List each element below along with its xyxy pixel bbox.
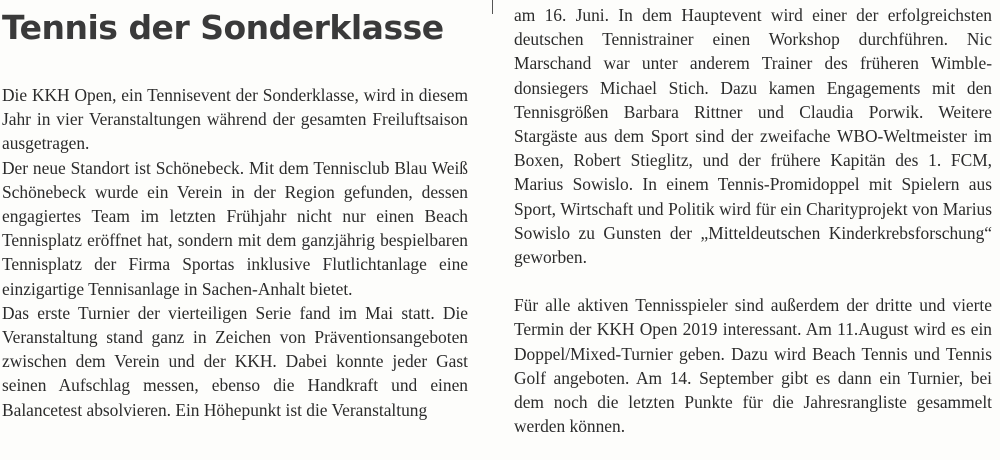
paragraph-intro: Die KKH Open, ein Tennisevent der Sonderklasse, wird in diesem Jahr in vier Veranstaltungen während der gesamten Freiluftsaison ausgetragen.	[2, 85, 468, 154]
left-column	[2, 83, 468, 422]
paragraph-first-tournament: Das erste Turnier der vierteiligen Serie fand im Mai statt. Die Veranstaltung stand ganz in Zeichen von Präventionsangeboten zwischen dem Verein und der KKH. Dabei konnte jeder Gast seinen Aufschlag messen, ebenso die Handkraft und einen Balancetest absolvieren. Ein Höhepunkt ist die Veranstaltung	[2, 302, 468, 420]
paragraph-further-dates: Für alle aktiven Tennisspieler sind außerdem der dritte und vierte Termin der KKH Open 2019 interessant. Am 11.August wird es ein Doppel/Mixed-Turnier geben. Dazu wird Beach Tennis und Tennis Golf angeboten. Am 14. September gibt es dann ein Turnier, bei dem noch die letzten Punkte für die Jahresrangliste gesammelt werden können.	[514, 295, 992, 437]
right-column	[514, 3, 992, 438]
column-divider	[492, 0, 493, 14]
article-headline: Tennis der Sonderklasse	[2, 8, 444, 47]
paragraph-main-event: am 16. Juni. In dem Hauptevent wird einer der erfolgreichsten deutschen Tennistrainer einen Workshop durchführen. Nic Marschand war unter anderem Trainer des früheren Wimbledonsiegers Michael Stich. Dazu kamen Engagements mit den Tennisgrößen Barbara Rittner und Claudia Porwik. Weitere Stargäste aus dem Sport sind der zweifache WBO-Weltmeister im Boxen, Robert Stieglitz, und der frühere Kapitän des 1. FCM, Marius Sowislo. In einem Tennis-Promidoppel mit Spielern aus Sport, Wirtschaft und Politik wird für ein Charityprojekt von Marius Sowislo zu Gunsten der „Mitteldeutschen Kinderkrebsforschung“ geworben.	[514, 5, 992, 268]
paragraph-venue: Der neue Standort ist Schönebeck. Mit dem Tennisclub Blau Weiß Schönebeck wurde ein Verein in der Region gefunden, dessen engagiertes Team im letzten Frühjahr nicht nur einen Beach Tennisplatz eröffnet hat, sondern mit dem ganzjährig bespielbaren Tennisplatz der Firma Sportas inklusive Flutlichtanlage eine einzigartige Tennisanlage in Sachen-Anhalt bietet.	[2, 157, 468, 299]
